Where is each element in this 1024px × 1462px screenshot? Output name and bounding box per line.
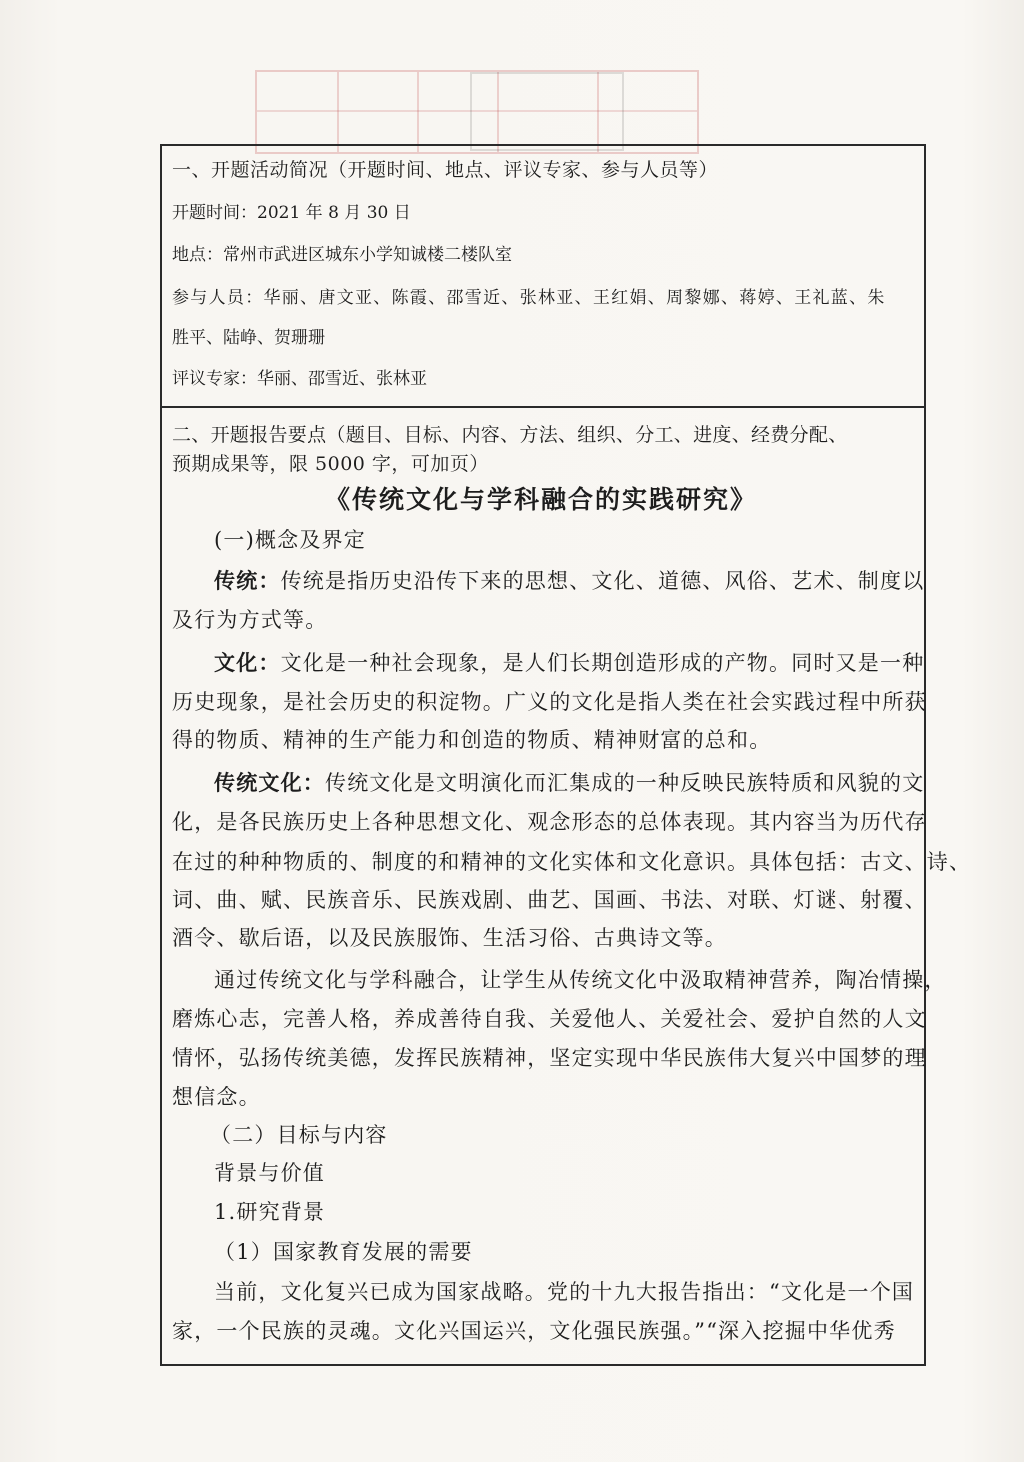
definition-tradition-cont: 及行为方式等。 (172, 608, 328, 632)
section2-heading-line-2: 预期成果等，限 5000 字，可加页） (172, 453, 489, 475)
participants-line-1: 参与人员：华丽、唐文亚、陈霞、邵雪近、张林亚、王红娟、周黎娜、蒋婷、王礼蓝、朱 (172, 288, 886, 308)
definition-culture-line-2: 历史现象，是社会历史的积淀物。广义的文化是指人类在社会实践过程中所获 (172, 690, 927, 714)
definition-culture-line-3: 得的物质、精神的生产能力和创造的物质、精神财富的总和。 (172, 728, 772, 752)
definition-culture: 文化：文化是一种社会现象，是人们长期创造形成的产物。同时又是一种 (214, 650, 925, 675)
definition-traditional-culture-line-3: 在过的种种物质的、制度的和精神的文化实体和文化意识。具体包括：古文、诗、 (172, 850, 972, 874)
report-title: 《传统文化与学科融合的实践研究》 (325, 485, 758, 514)
current-paragraph-line-1: 当前，文化复兴已成为国家战略。党的十九大报告指出：“文化是一个国 (214, 1280, 915, 1304)
subheading-research-background: 1.研究背景 (214, 1200, 326, 1224)
current-paragraph-line-2: 家，一个民族的灵魂。文化兴国运兴，文化强民族强。”“深入挖掘中华优秀 (172, 1319, 896, 1343)
review-experts: 评议专家：华丽、邵雪近、张林亚 (172, 369, 427, 389)
section1-heading: 一、开题活动简况（开题时间、地点、评议专家、参与人员等） (172, 159, 719, 181)
definition-traditional-culture-line-2: 化，是各民族历史上各种思想文化、观念形态的总体表现。其内容当为历代存 (172, 810, 927, 834)
section2-heading-line-1: 二、开题报告要点（题目、目标、内容、方法、组织、分工、进度、经费分配、 (172, 424, 848, 446)
subheading-national-need: （1）国家教育发展的需要 (214, 1240, 473, 1264)
opening-place: 地点：常州市武进区城东小学知诚楼二楼队室 (172, 245, 512, 265)
purpose-paragraph-line-1: 通过传统文化与学科融合，让学生从传统文化中汲取精神营养，陶冶情操， (214, 968, 947, 992)
definition-tradition: 传统：传统是指历史沿传下来的思想、文化、道德、风俗、艺术、制度以 (214, 568, 925, 593)
term-tradition: 传统： (214, 568, 281, 593)
purpose-paragraph-line-3: 情怀，弘扬传统美德，发挥民族精神，坚定实现中华民族伟大复兴中国梦的理 (172, 1046, 927, 1070)
term-culture: 文化： (214, 650, 281, 675)
purpose-paragraph-line-2: 磨炼心志，完善人格，养成善待自我、关爱他人、关爱社会、爱护自然的人文 (172, 1007, 927, 1031)
definition-traditional-culture: 传统文化：传统文化是文明演化而汇集成的一种反映民族特质和风貌的文 (214, 770, 925, 795)
opening-time: 开题时间：2021 年 8 月 30 日 (172, 203, 411, 223)
section-divider (160, 406, 926, 408)
definition-traditional-culture-line-4: 词、曲、赋、民族音乐、民族戏剧、曲艺、国画、书法、对联、灯谜、射覆、 (172, 888, 927, 912)
subheading-goals: （二）目标与内容 (210, 1123, 388, 1147)
subheading-concepts: (一)概念及界定 (214, 528, 366, 552)
subheading-background-value: 背景与价值 (214, 1161, 325, 1185)
participants-line-2: 胜平、陆峥、贺珊珊 (172, 328, 325, 348)
purpose-paragraph-line-4: 想信念。 (172, 1085, 261, 1109)
faint-approval-box (470, 72, 624, 151)
definition-traditional-culture-line-5: 酒令、歇后语，以及民族服饰、生活习俗、古典诗文等。 (172, 926, 727, 950)
term-traditional-culture: 传统文化： (214, 770, 325, 795)
